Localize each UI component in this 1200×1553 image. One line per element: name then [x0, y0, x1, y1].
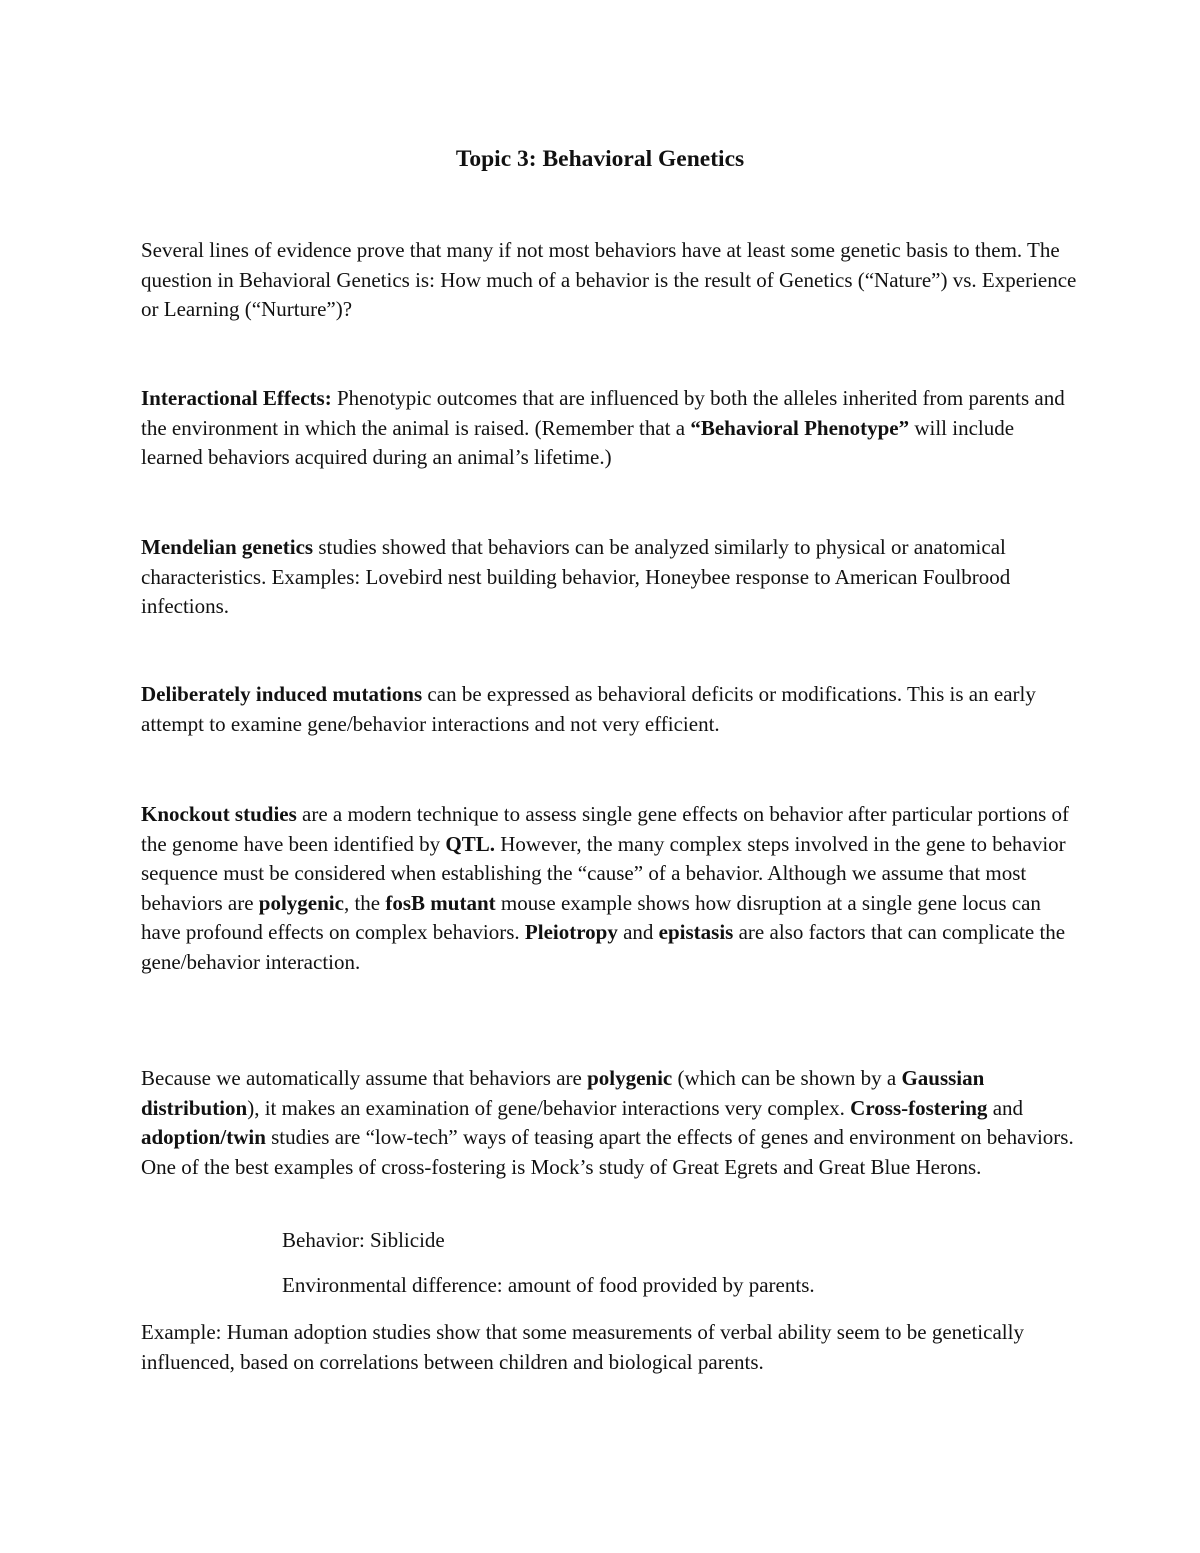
text-run: and: [987, 1095, 1024, 1120]
bold-term: fosB mutant: [385, 890, 496, 915]
text-run: can be expressed as behavioral deficits or modifications. This is an early attempt to examine gene/behavior interactions and not very efficient.: [141, 682, 1036, 736]
behavior-line: Behavior: Siblicide: [282, 1228, 445, 1252]
bold-term: Gaussian distribution: [141, 1066, 985, 1120]
text-run: Example: Human adoption studies show that some measurements of verbal ability seem to be genetically influenced, based on correlations between children and biological parents.: [141, 1320, 1024, 1374]
intro-paragraph: [141, 236, 1081, 325]
induced-mutations-paragraph: [141, 680, 1081, 739]
bold-term: QTL.: [445, 831, 495, 856]
bold-term: polygenic: [587, 1066, 673, 1090]
knockout-studies-paragraph: [141, 800, 1081, 977]
text-run: will include learned behaviors acquired during an animal’s lifetime.): [141, 415, 1015, 469]
text-run: and: [617, 920, 659, 944]
text-run: mouse example shows how disruption at a single gene locus can have profound effects on complex behaviors.: [141, 890, 1041, 944]
text-run: Phenotypic outcomes that are influenced by both the alleles inherited from parents and the environment in which the animal is raised. (Remember that a: [141, 386, 1065, 440]
bold-term: Pleiotropy: [524, 920, 618, 944]
bold-term: polygenic: [258, 890, 344, 915]
environment-line: Environmental difference: amount of food provided by parents.: [282, 1273, 815, 1297]
text-run: Several lines of evidence prove that many if not most behaviors have at least some genetic basis to them. The question in Behavioral Genetics is: How much of a behavior is the result of Genetics (“Nature”) vs. Experience or Learning (“Nurture”)?: [141, 238, 1077, 321]
bold-term: “Behavioral Phenotype”: [690, 415, 910, 440]
bold-term: Cross-fostering: [850, 1095, 988, 1120]
page-title: Topic 3: Behavioral Genetics: [455, 146, 745, 172]
polygenic-paragraph: [141, 1064, 1081, 1182]
bold-term: Interactional Effects:: [141, 386, 332, 410]
text-run: Because we automatically assume that behaviors are: [141, 1066, 588, 1090]
bold-term: Mendelian genetics: [141, 535, 314, 559]
bold-term: adoption/twin: [141, 1125, 266, 1149]
bold-term: epistasis: [658, 920, 734, 944]
bold-term: Knockout studies: [141, 802, 297, 826]
text-run: However, the many complex steps involved in the gene to behavior sequence must be considered when establishing the “cause” of a behavior. Although we assume that most behaviors are: [141, 831, 1066, 915]
example-paragraph: [141, 1318, 1081, 1377]
text-run: studies are “low-tech” ways of teasing apart the effects of genes and environment on behaviors. One of the best examples of cross-fostering is Mock’s study of Great Egrets and Great Blue Herons.: [141, 1125, 1074, 1179]
text-run: , the: [343, 890, 386, 915]
interactional-effects-paragraph: [141, 384, 1081, 473]
text-run: studies showed that behaviors can be analyzed similarly to physical or anatomical characteristics. Examples: Lovebird nest building behavior, Honeybee response to American Foulbrood infections.: [141, 535, 1011, 618]
text-run: are also factors that can complicate the gene/behavior interaction.: [141, 920, 1066, 974]
bold-term: Deliberately induced mutations: [141, 682, 423, 706]
mendelian-genetics-paragraph: [141, 533, 1081, 622]
text-run: (which can be shown by a: [672, 1066, 902, 1090]
text-run: ), it makes an examination of gene/behavior interactions very complex.: [247, 1095, 851, 1120]
text-run: are a modern technique to assess single gene effects on behavior after particular portions of the genome have been identified by: [141, 802, 1070, 856]
